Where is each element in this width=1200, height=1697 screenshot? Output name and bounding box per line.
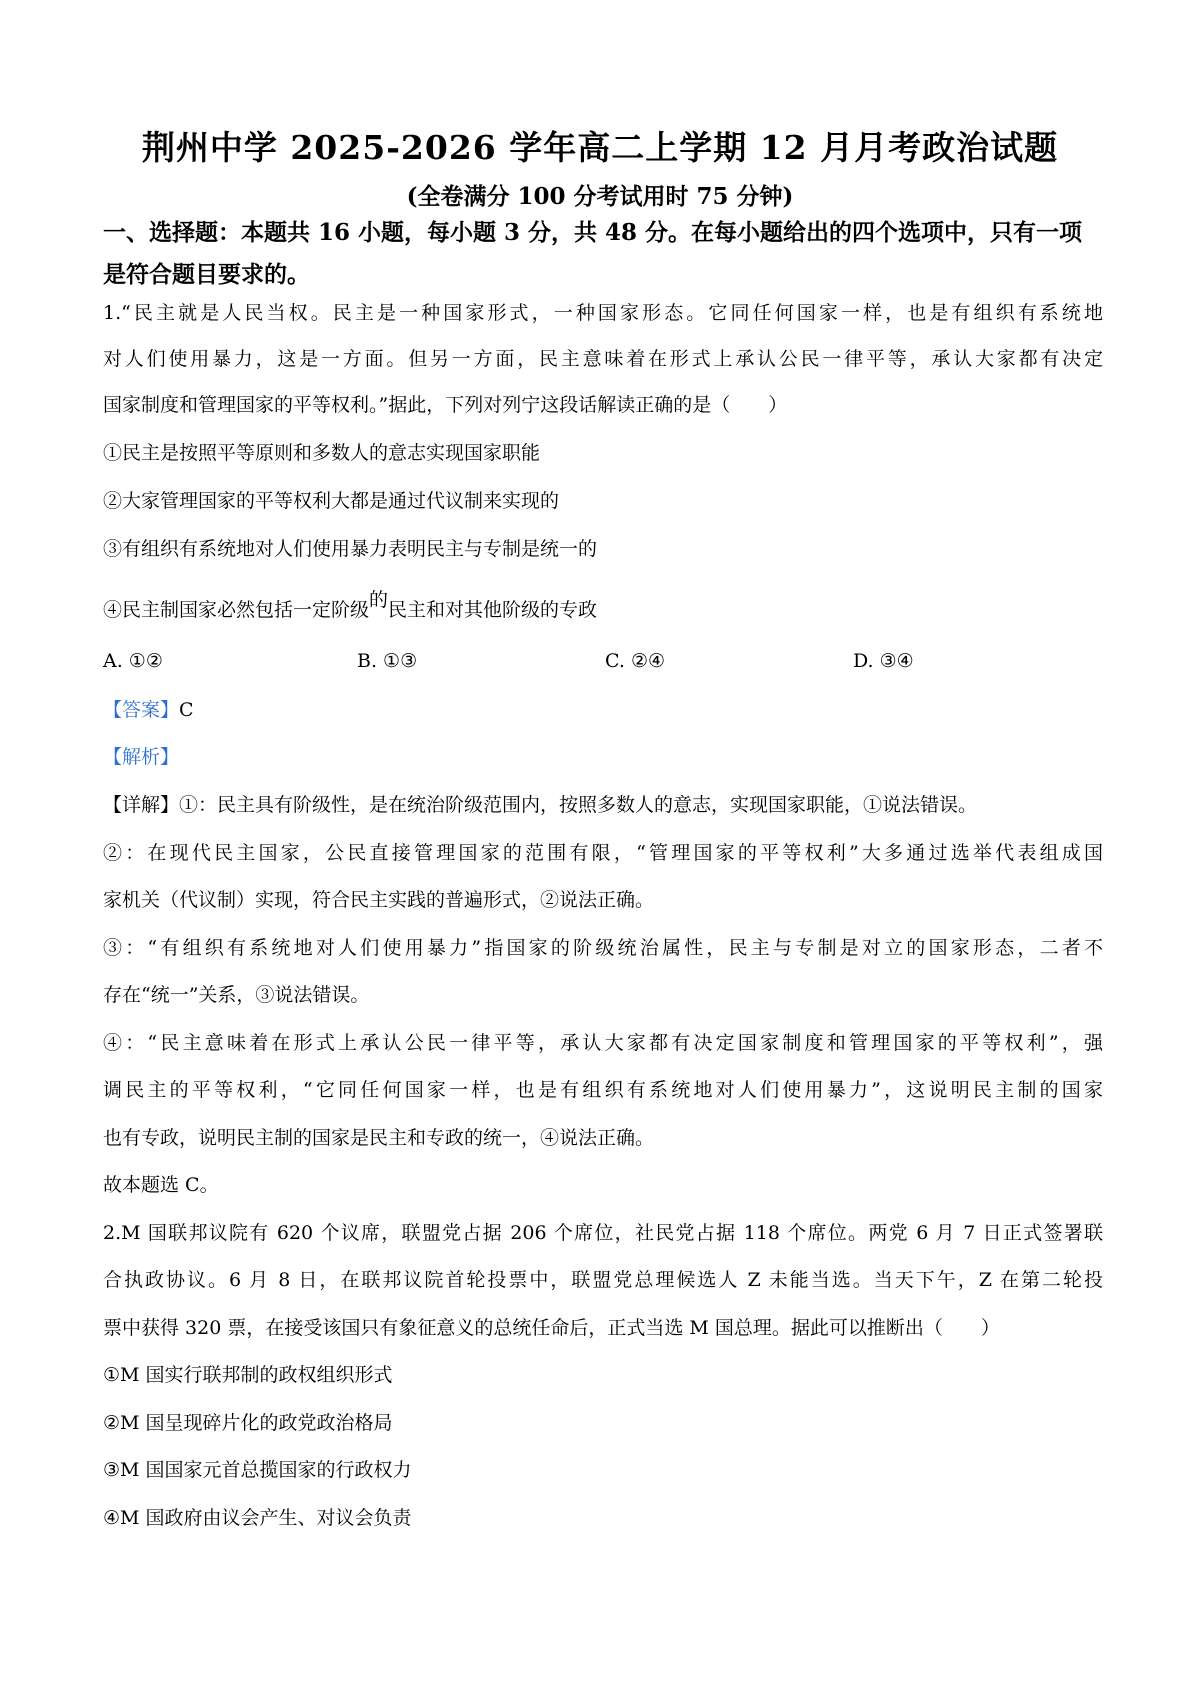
q1-stem-line-1: 1.“民主就是人民当权。民主是一种国家形式，一种国家形态。它同任何国家一样，也是有组织有系统地	[103, 302, 1103, 324]
q1-detail-line-2: ②：在现代民主国家，公民直接管理国家的范围有限，“管理国家的平等权利”大多通过选举代表组成国	[103, 842, 1103, 864]
q2-stem-line-2: 合执政协议。6 月 8 日，在联邦议院首轮投票中，联盟党总理候选人 Z 未能当选。当天下午，Z 在第二轮投	[103, 1269, 1103, 1291]
q1-stem-line-2: 对人们使用暴力，这是一方面。但另一方面，民主意味着在形式上承认公民一律平等，承认大家都有决定	[103, 348, 1103, 370]
section-heading: 一、选择题：本题共 16 小题，每小题 3 分，共 48 分。在每小题给出的四个选项中，只有一项是符合题目要求的。	[103, 219, 1083, 288]
q1-item-4-part-a: ④民主制国家必然包括一定阶级	[103, 599, 370, 621]
detail-label: 【详解】	[103, 794, 180, 816]
q1-detail-line-1	[103, 792, 1103, 818]
q1-detail-line-6: ④：“民主意味着在形式上承认公民一律平等，承认大家都有决定国家制度和管理国家的平等权利”，强	[103, 1032, 1103, 1054]
q1-detail-line-3: 家机关（代议制）实现，符合民主实践的普遍形式，②说法正确。	[103, 889, 655, 911]
page-title: 荆州中学 2025-2026 学年高二上学期 12 月月考政治试题	[141, 128, 1059, 167]
detail-text-1: ①：民主具有阶级性，是在统治阶级范围内，按照多数人的意志，实现国家职能，①说法错误。	[179, 794, 978, 816]
q1-option-c: C. ②④	[605, 650, 666, 672]
q1-item-3: ③有组织有系统地对人们使用暴力表明民主与专制是统一的	[103, 538, 598, 560]
q2-item-4: ④M 国政府由议会产生、对议会负责	[103, 1507, 412, 1529]
page-subtitle: (全卷满分 100 分考试用时 75 分钟)	[406, 183, 794, 210]
q1-analysis-label	[103, 744, 1103, 770]
q1-option-d: D. ③④	[853, 650, 914, 672]
q1-conclusion: 故本题选 C。	[103, 1174, 219, 1196]
q2-stem-line-3: 票中获得 320 票，在接受该国只有象征意义的总统任命后，正式当选 M 国总理。据此可以推断出（ ）	[103, 1317, 1000, 1339]
analysis-label: 【解析】	[103, 746, 180, 768]
q1-item-4-superscript: 的	[369, 589, 389, 611]
q1-detail-line-8: 也有专政，说明民主制的国家是民主和专政的统一，④说法正确。	[103, 1127, 655, 1149]
q2-stem-line-1: 2.M 国联邦议院有 620 个议席，联盟党占据 206 个席位，社民党占据 118 个席位。两党 6 月 7 日正式签署联	[103, 1222, 1103, 1244]
q1-item-4	[103, 589, 1103, 623]
q2-item-1: ①M 国实行联邦制的政权组织形式	[103, 1364, 393, 1386]
q1-stem-line-3: 国家制度和管理国家的平等权利。”据此，下列对列宁这段话解读正确的是（ ）	[103, 394, 788, 416]
q1-detail-line-7: 调民主的平等权利，“它同任何国家一样，也是有组织有系统地对人们使用暴力”，这说明民主制的国家	[103, 1079, 1103, 1101]
q1-option-b: B. ①③	[357, 650, 418, 672]
answer-label: 【答案】	[103, 699, 180, 721]
q1-item-1: ①民主是按照平等原则和多数人的意志实现国家职能	[103, 442, 541, 464]
q1-detail-line-4: ③：“有组织有系统地对人们使用暴力”指国家的阶级统治属性，民主与专制是对立的国家形态，二者不	[103, 937, 1103, 959]
q1-item-2: ②大家管理国家的平等权利大都是通过代议制来实现的	[103, 490, 560, 512]
q1-item-4-part-b: 民主和对其他阶级的专政	[388, 599, 598, 621]
q2-item-3: ③M 国国家元首总揽国家的行政权力	[103, 1459, 412, 1481]
q1-detail-line-5: 存在“统一”关系，③说法错误。	[103, 984, 370, 1006]
answer-value: C	[179, 699, 194, 721]
q1-options	[103, 648, 1103, 674]
q1-answer	[103, 697, 1103, 723]
q2-item-2: ②M 国呈现碎片化的政党政治格局	[103, 1412, 393, 1434]
q1-option-a: A. ①②	[103, 650, 163, 672]
